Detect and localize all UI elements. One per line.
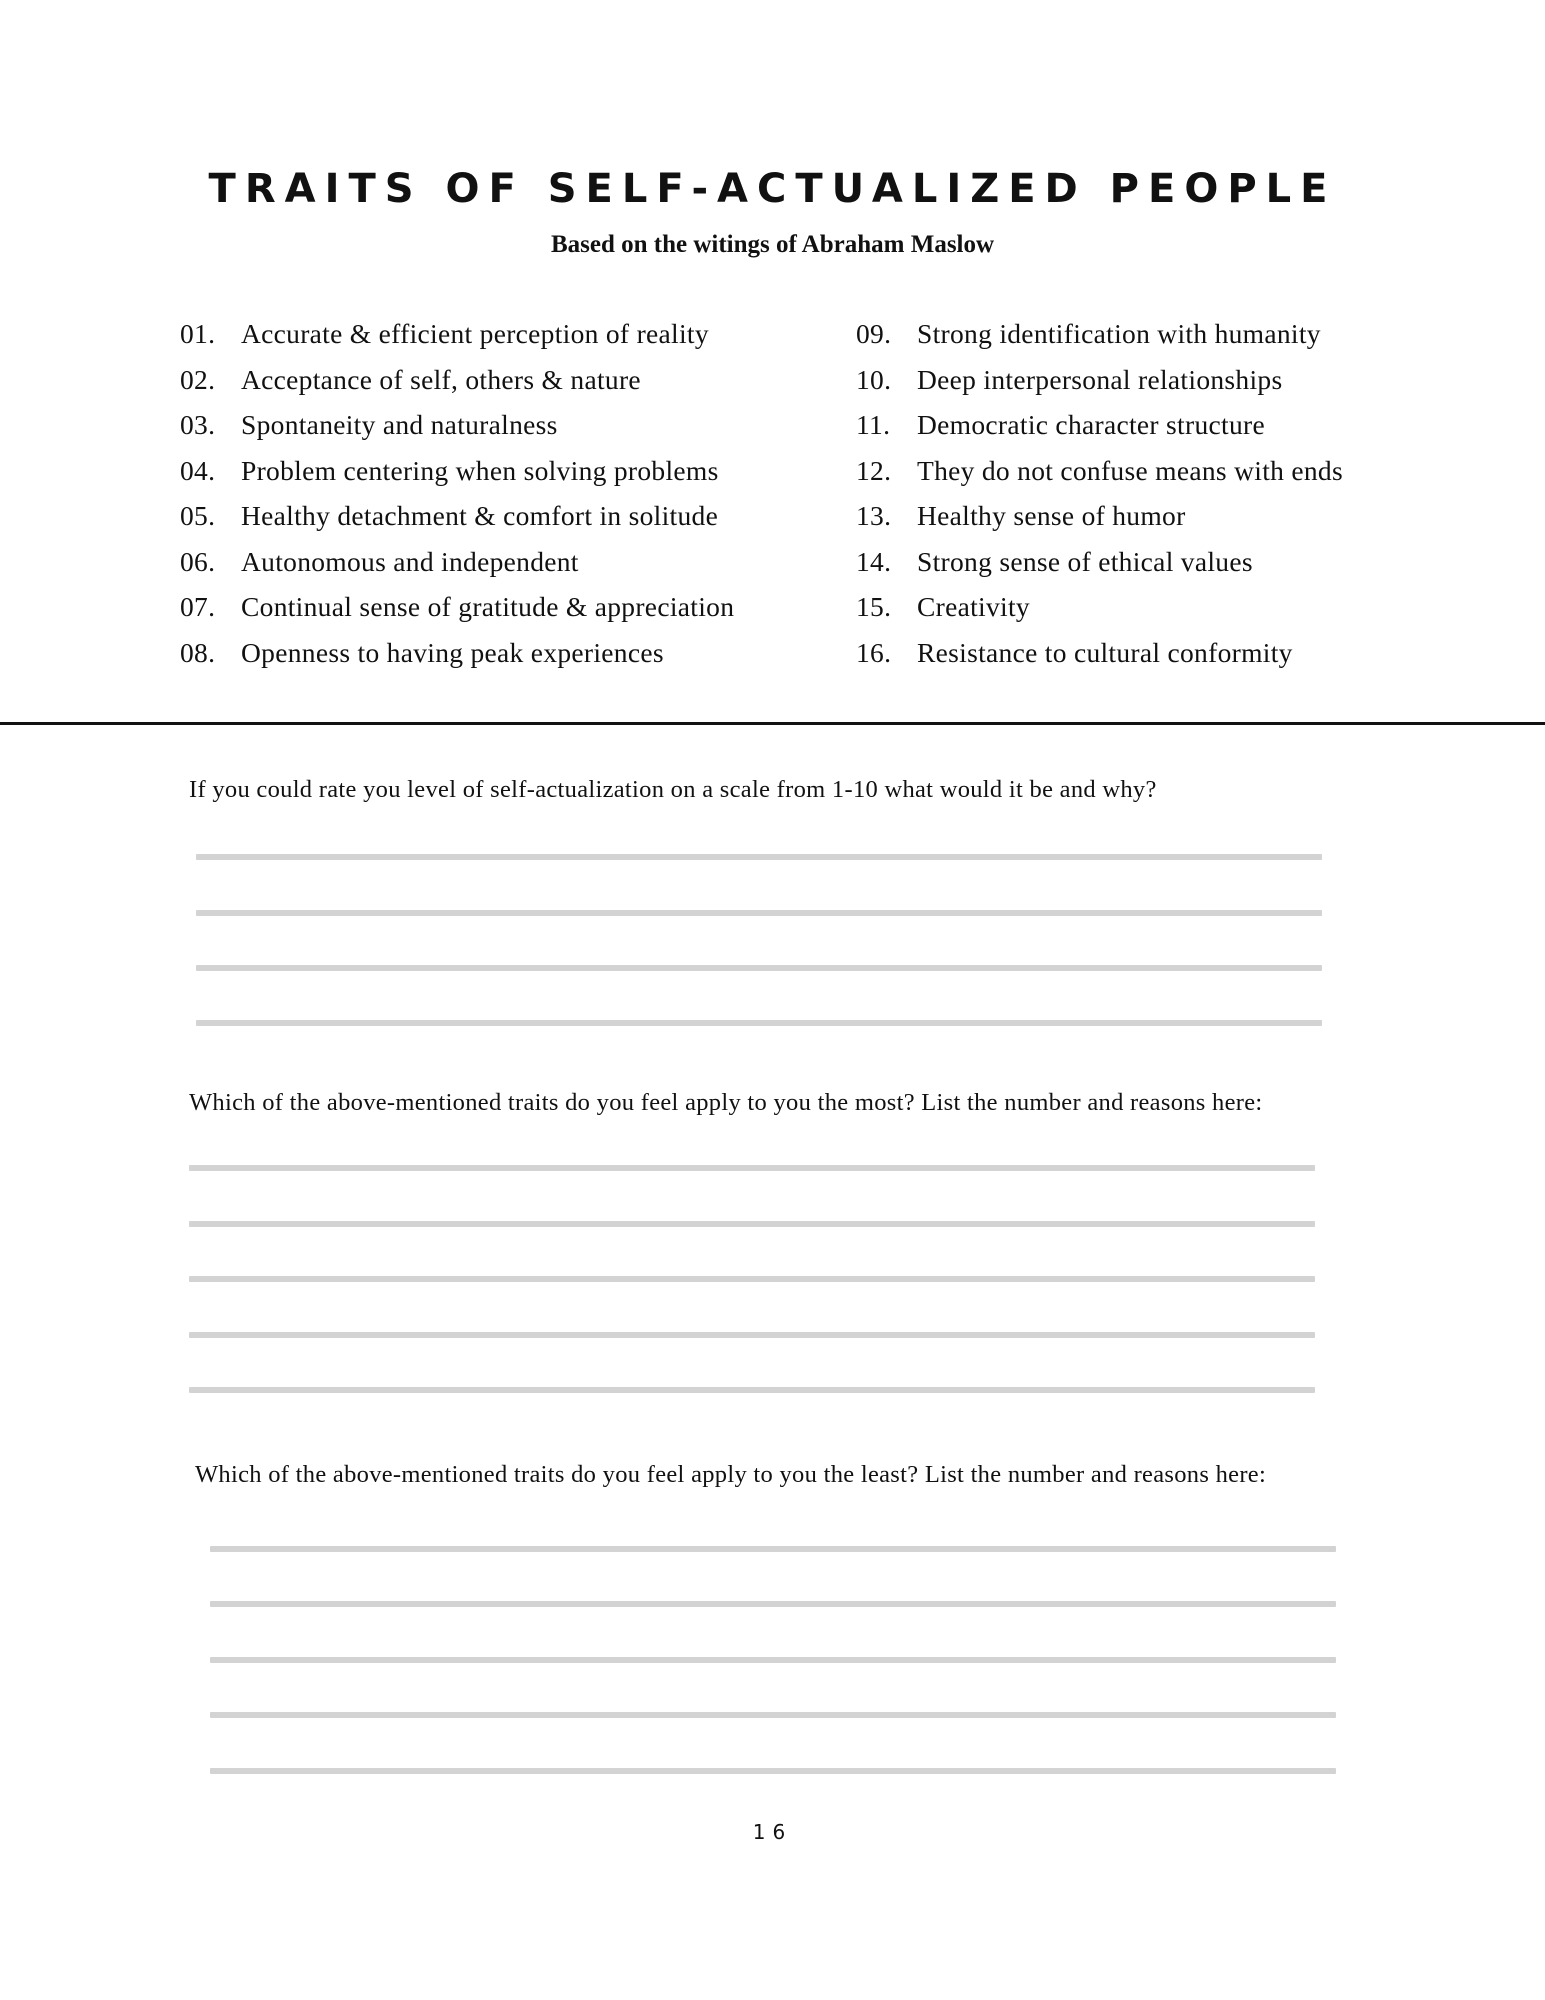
trait-number: 11. xyxy=(856,409,891,440)
trait-item xyxy=(856,633,1343,679)
trait-number: 03. xyxy=(180,409,216,440)
question-least-traits: Which of the above-mentioned traits do you feel apply to you the least? List the number and reasons here: xyxy=(195,1461,1267,1488)
answer-line[interactable] xyxy=(189,1276,1315,1282)
trait-number: 02. xyxy=(180,363,216,395)
page-title: TRAITS OF SELF-ACTUALIZED PEOPLE xyxy=(208,166,1337,212)
answer-line[interactable] xyxy=(189,1332,1315,1338)
trait-text: Resistance to cultural conformity xyxy=(917,636,1293,668)
trait-text: Problem centering when solving problems xyxy=(241,454,719,486)
trait-number: 12. xyxy=(856,454,892,486)
trait-number: 01. xyxy=(180,318,216,349)
trait-number: 13. xyxy=(856,500,892,531)
answer-line[interactable] xyxy=(196,965,1322,971)
trait-text: Creativity xyxy=(917,591,1030,622)
question-rating: If you could rate you level of self-actualization on a scale from 1-10 what would it be and why? xyxy=(189,776,1157,803)
trait-text: Democratic character structure xyxy=(917,409,1265,440)
traits-list-right xyxy=(856,314,1343,678)
trait-text: Strong identification with humanity xyxy=(917,318,1321,349)
trait-text: Spontaneity and naturalness xyxy=(241,409,558,440)
trait-text: Openness to having peak experiences xyxy=(241,636,664,668)
trait-item xyxy=(180,542,734,588)
answer-line[interactable] xyxy=(210,1657,1336,1663)
trait-number: 16. xyxy=(856,636,892,668)
trait-item xyxy=(856,587,1343,633)
answer-line[interactable] xyxy=(196,854,1322,860)
trait-number: 08. xyxy=(180,636,216,668)
section-divider xyxy=(0,722,1545,725)
question-most-traits: Which of the above-mentioned traits do you feel apply to you the most? List the number and reasons here: xyxy=(189,1089,1263,1116)
trait-number: 07. xyxy=(180,591,216,622)
trait-text: Acceptance of self, others & nature xyxy=(241,363,641,395)
trait-item xyxy=(180,587,734,633)
trait-text: Healthy detachment & comfort in solitude xyxy=(241,500,719,531)
answer-line[interactable] xyxy=(189,1387,1315,1393)
trait-text: Continual sense of gratitude & appreciation xyxy=(241,591,735,622)
trait-text: Healthy sense of humor xyxy=(917,500,1186,531)
trait-item xyxy=(856,405,1343,451)
answer-line[interactable] xyxy=(210,1768,1336,1774)
answer-line[interactable] xyxy=(196,1020,1322,1026)
answer-line[interactable] xyxy=(189,1221,1315,1227)
trait-item xyxy=(856,360,1343,406)
answer-line[interactable] xyxy=(210,1546,1336,1552)
trait-number: 15. xyxy=(856,591,892,622)
trait-item xyxy=(856,496,1343,542)
trait-number: 09. xyxy=(856,318,892,349)
trait-text: Deep interpersonal relationships xyxy=(917,363,1283,395)
trait-text: Strong sense of ethical values xyxy=(917,545,1253,577)
page-subtitle: Based on the witings of Abraham Maslow xyxy=(550,231,995,258)
trait-number: 14. xyxy=(856,545,892,577)
trait-item xyxy=(180,496,734,542)
trait-item xyxy=(856,451,1343,497)
trait-number: 10. xyxy=(856,363,892,395)
page-number: 16 xyxy=(752,1820,793,1844)
trait-text: They do not confuse means with ends xyxy=(917,454,1343,486)
trait-text: Autonomous and independent xyxy=(241,545,579,577)
trait-number: 04. xyxy=(180,454,216,486)
trait-item xyxy=(180,360,734,406)
trait-item xyxy=(856,542,1343,588)
trait-item xyxy=(180,633,734,679)
trait-item xyxy=(180,314,734,360)
answer-line[interactable] xyxy=(210,1601,1336,1607)
traits-list-left xyxy=(180,314,734,678)
answer-line[interactable] xyxy=(210,1712,1336,1718)
trait-item xyxy=(180,405,734,451)
trait-number: 06. xyxy=(180,545,216,577)
trait-item xyxy=(180,451,734,497)
trait-item xyxy=(856,314,1343,360)
trait-number: 05. xyxy=(180,500,216,531)
answer-line[interactable] xyxy=(189,1165,1315,1171)
trait-text: Accurate & efficient perception of reality xyxy=(241,318,709,349)
answer-line[interactable] xyxy=(196,910,1322,916)
